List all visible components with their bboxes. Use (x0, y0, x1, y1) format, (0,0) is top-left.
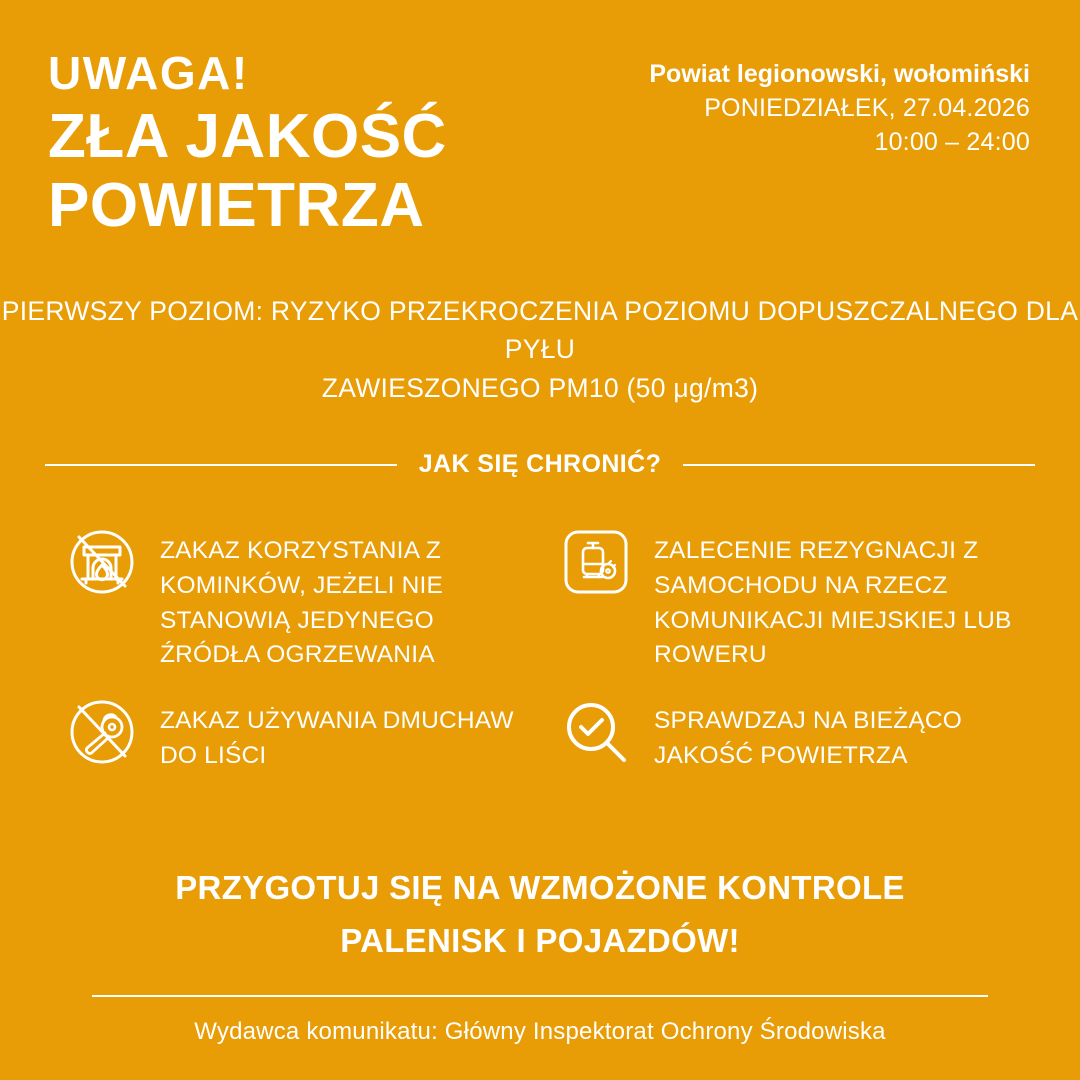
advice-item-label: ZAKAZ KORZYSTANIA Z KOMINKÓW, JEŻELI NIE STANOWIĄ JEDYNEGO ŹRÓDŁA OGRZEWANIA (160, 537, 444, 669)
call-to-action-line-2: PALENISK I POJAZDÓW! (340, 921, 740, 959)
advice-item (62, 696, 532, 774)
date-label: PONIEDZIAŁEK, 27.04.2026 (704, 93, 1030, 122)
page-title-line-1: ZŁA JAKOŚĆ (48, 102, 447, 171)
call-to-action (0, 862, 1080, 968)
advice-item (62, 526, 532, 673)
protection-section-heading: JAK SIĘ CHRONIĆ? (418, 450, 662, 478)
page-title-line-2: POWIETRZA (48, 171, 425, 241)
public-transport-bicycle-icon (556, 522, 636, 602)
alert-word: UWAGA! (48, 47, 249, 99)
title-block (48, 47, 608, 241)
advice-grid (0, 518, 1080, 818)
no-leaf-blower-icon (62, 692, 142, 772)
divider-rule-left (45, 464, 397, 466)
advice-item-label: SPRAWDZAJ NA BIEŻĄCO JAKOŚĆ POWIETRZA (654, 707, 963, 769)
magnifier-check-icon (556, 692, 636, 772)
footer-divider (92, 995, 988, 997)
alert-description (0, 292, 1080, 407)
advice-item-label: ZAKAZ UŻYWANIA DMUCHAW DO LIŚCI (160, 707, 514, 769)
advice-item-label: ZALECENIE REZYGNACJI Z SAMOCHODU NA RZECZ KOMUNIKACJI MIEJSKIEJ LUB ROWERU (654, 537, 1012, 669)
alert-description-line-1: PIERWSZY POZIOM: RYZYKO PRZEKROCZENIA POZIOMU DOPUSZCZALNEGO DLA PYŁU (1, 296, 1079, 365)
publisher-label: Wydawca komunikatu: Główny Inspektorat Ochrony Środowiska (194, 1018, 886, 1045)
page-title (48, 102, 608, 241)
poster-header (0, 0, 1080, 270)
no-fireplace-icon (62, 522, 142, 602)
advice-item (556, 526, 1026, 673)
alert-description-line-2: ZAWIESZONEGO PM10 (50 μg/m3) (321, 372, 759, 403)
time-range-label: 10:00 – 24:00 (874, 127, 1030, 156)
protection-section-divider (45, 450, 1035, 479)
advice-item (556, 696, 1026, 774)
divider-rule-right (683, 464, 1035, 466)
call-to-action-line-1: PRZYGOTUJ SIĘ NA WZMOŻONE KONTROLE (175, 869, 905, 906)
location-date-block (550, 58, 1030, 159)
location-label: Powiat legionowski, wołomiński (649, 60, 1030, 88)
